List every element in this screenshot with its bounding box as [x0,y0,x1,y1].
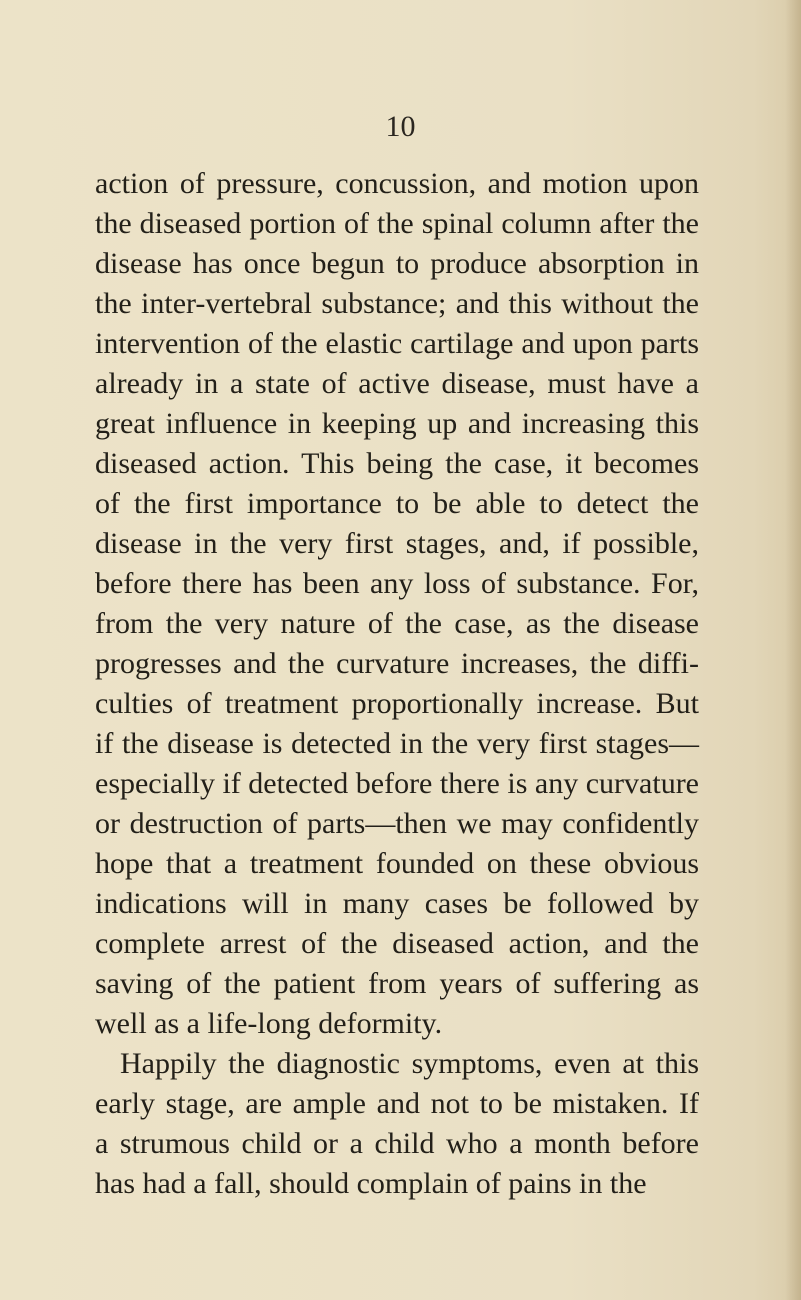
text-line: from the very nature of the case, as the disease [95,607,699,640]
text-line: complete arrest of the diseased action, and the [95,927,699,960]
text-line: or destruction of parts—then we may confidently [95,807,699,840]
text-line: well as a life-long deformity. [95,1007,443,1040]
text-line: before there has been any loss of substance. For, [95,567,699,600]
text-line: the diseased portion of the spinal column after the [95,207,699,240]
text-line: indications will in many cases be followed by [95,887,699,920]
text-line: diseased action. This being the case, it becomes [95,447,699,480]
text-line: a strumous child or a child who a month before [95,1127,699,1160]
text-line: Happily the diagnostic symptoms, even at this [120,1047,699,1080]
text-line: of the first importance to be able to detect the [95,487,699,520]
text-line: the inter-vertebral substance; and this without the [95,287,699,320]
text-line: saving of the patient from years of suffering as [95,967,699,1000]
text-line: great influence in keeping up and increasing this [95,407,699,440]
text-line: disease in the very first stages, and, if possible, [95,527,699,560]
page-edge-shadow [785,0,801,1300]
text-line: early stage, are ample and not to be mistaken. If [95,1087,699,1120]
body-text [95,164,699,1204]
text-line: especially if detected before there is any curvature [95,767,699,800]
text-line: has had a fall, should complain of pains in the [95,1167,647,1200]
text-line: if the disease is detected in the very first stages— [95,727,699,760]
text-line: culties of treatment proportionally increase. But [95,687,699,720]
text-line: progresses and the curvature increases, the diffi- [95,647,699,680]
text-line: intervention of the elastic cartilage and upon parts [95,327,699,360]
text-line: action of pressure, concussion, and motion upon [95,167,699,200]
page-number: 10 [385,110,416,143]
text-line: already in a state of active disease, must have a [95,367,699,400]
text-line: hope that a treatment founded on these obvious [95,847,699,880]
text-line: disease has once begun to produce absorption in [95,247,699,280]
